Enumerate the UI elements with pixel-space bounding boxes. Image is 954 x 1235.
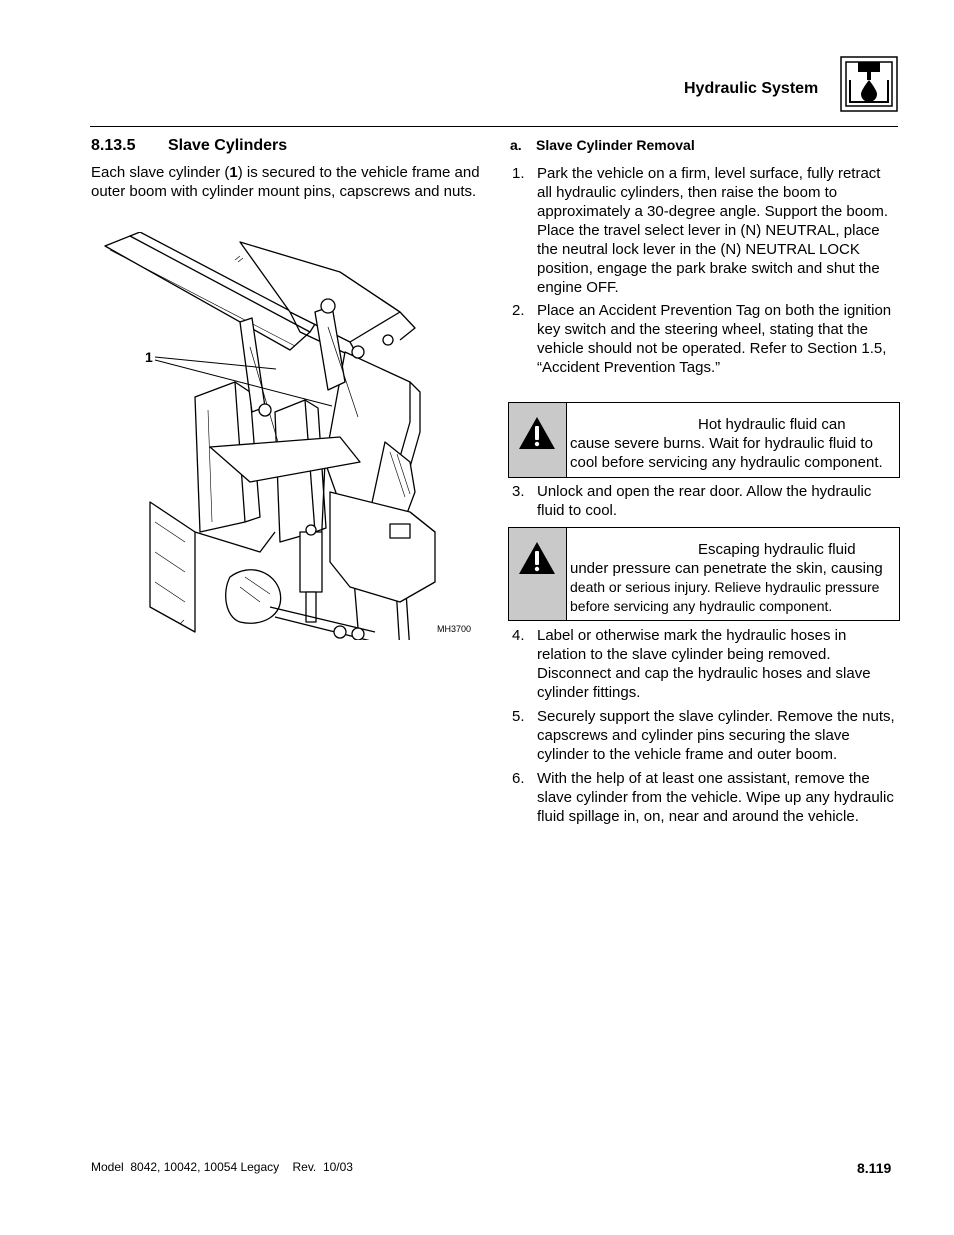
figure-id: MH3700 (437, 624, 472, 634)
section-title: Slave Cylinders (168, 137, 288, 154)
section-number: 8.13.5 (91, 137, 136, 154)
footer-model-revision: Model 8042, 10042, 10054 Legacy Rev. 10/03 (91, 1160, 353, 1174)
step-5: 5. Securely support the slave cylinder. Remove the nuts, capscrews and cylinder pins securing the slave cylinder to the vehicle frame and outer boom. (512, 708, 895, 763)
step-3: 3. Unlock and open the rear door. Allow the hydraulic fluid to cool. (512, 483, 872, 519)
warning-triangle-icon (517, 415, 557, 451)
step-4: 4. Label or otherwise mark the hydraulic hoses in relation to the slave cylinder being removed. Disconnect and cap the hydraulic hoses and slave cylinder fittings. (512, 627, 871, 701)
warning-lead: Hot hydraulic fluid can (698, 416, 846, 433)
section-intro: Each slave cylinder (1) is secured to the vehicle frame and outer boom with cylinder mount pins, capscrews and nuts. (91, 164, 480, 200)
warning-text-small: death or serious injury. Relieve hydraulic pressure before servicing any hydraulic component. (570, 579, 880, 614)
warning-text: cause severe burns. Wait for hydraulic fluid to cool before servicing any hydraulic component. (570, 435, 883, 471)
header-title: Hydraulic System (684, 80, 819, 97)
step-2: 2. Place an Accident Prevention Tag on both the ignition key switch and the steering wheel, stating that the vehicle should not be operated. Refer to Section 1.5, “Accident Prevention Tags.” (512, 302, 892, 376)
warning-box-hot-fluid (508, 402, 900, 478)
step-1: 1. Park the vehicle on a firm, level surface, fully retract all hydraulic cylinders, then raise the boom to approximately a 30-degree angle. Support the boom. Place the travel select lever in (N) NEUTRAL, place the neutral lock lever in the (N) NEUTRAL LOCK position, engage the park brake switch and shut the engine OFF. (512, 165, 889, 296)
header-rule (90, 126, 898, 127)
figure-callout-1: 1 (145, 349, 153, 365)
hydraulic-oil-drop-icon (840, 56, 898, 112)
slave-cylinder-illustration (100, 232, 485, 640)
step-6: 6. With the help of at least one assistant, remove the slave cylinder from the vehicle. Wipe up any hydraulic fluid spillage in, on, near and around the vehicle. (512, 770, 894, 825)
page-number: 8.119 (857, 1160, 892, 1176)
subsection-heading: a. Slave Cylinder Removal (510, 137, 695, 153)
warning-text: under pressure can penetrate the skin, causing (570, 560, 883, 577)
warning-lead: Escaping hydraulic fluid (698, 541, 856, 558)
warning-triangle-icon (517, 540, 557, 576)
warning-box-pressure (508, 527, 900, 621)
